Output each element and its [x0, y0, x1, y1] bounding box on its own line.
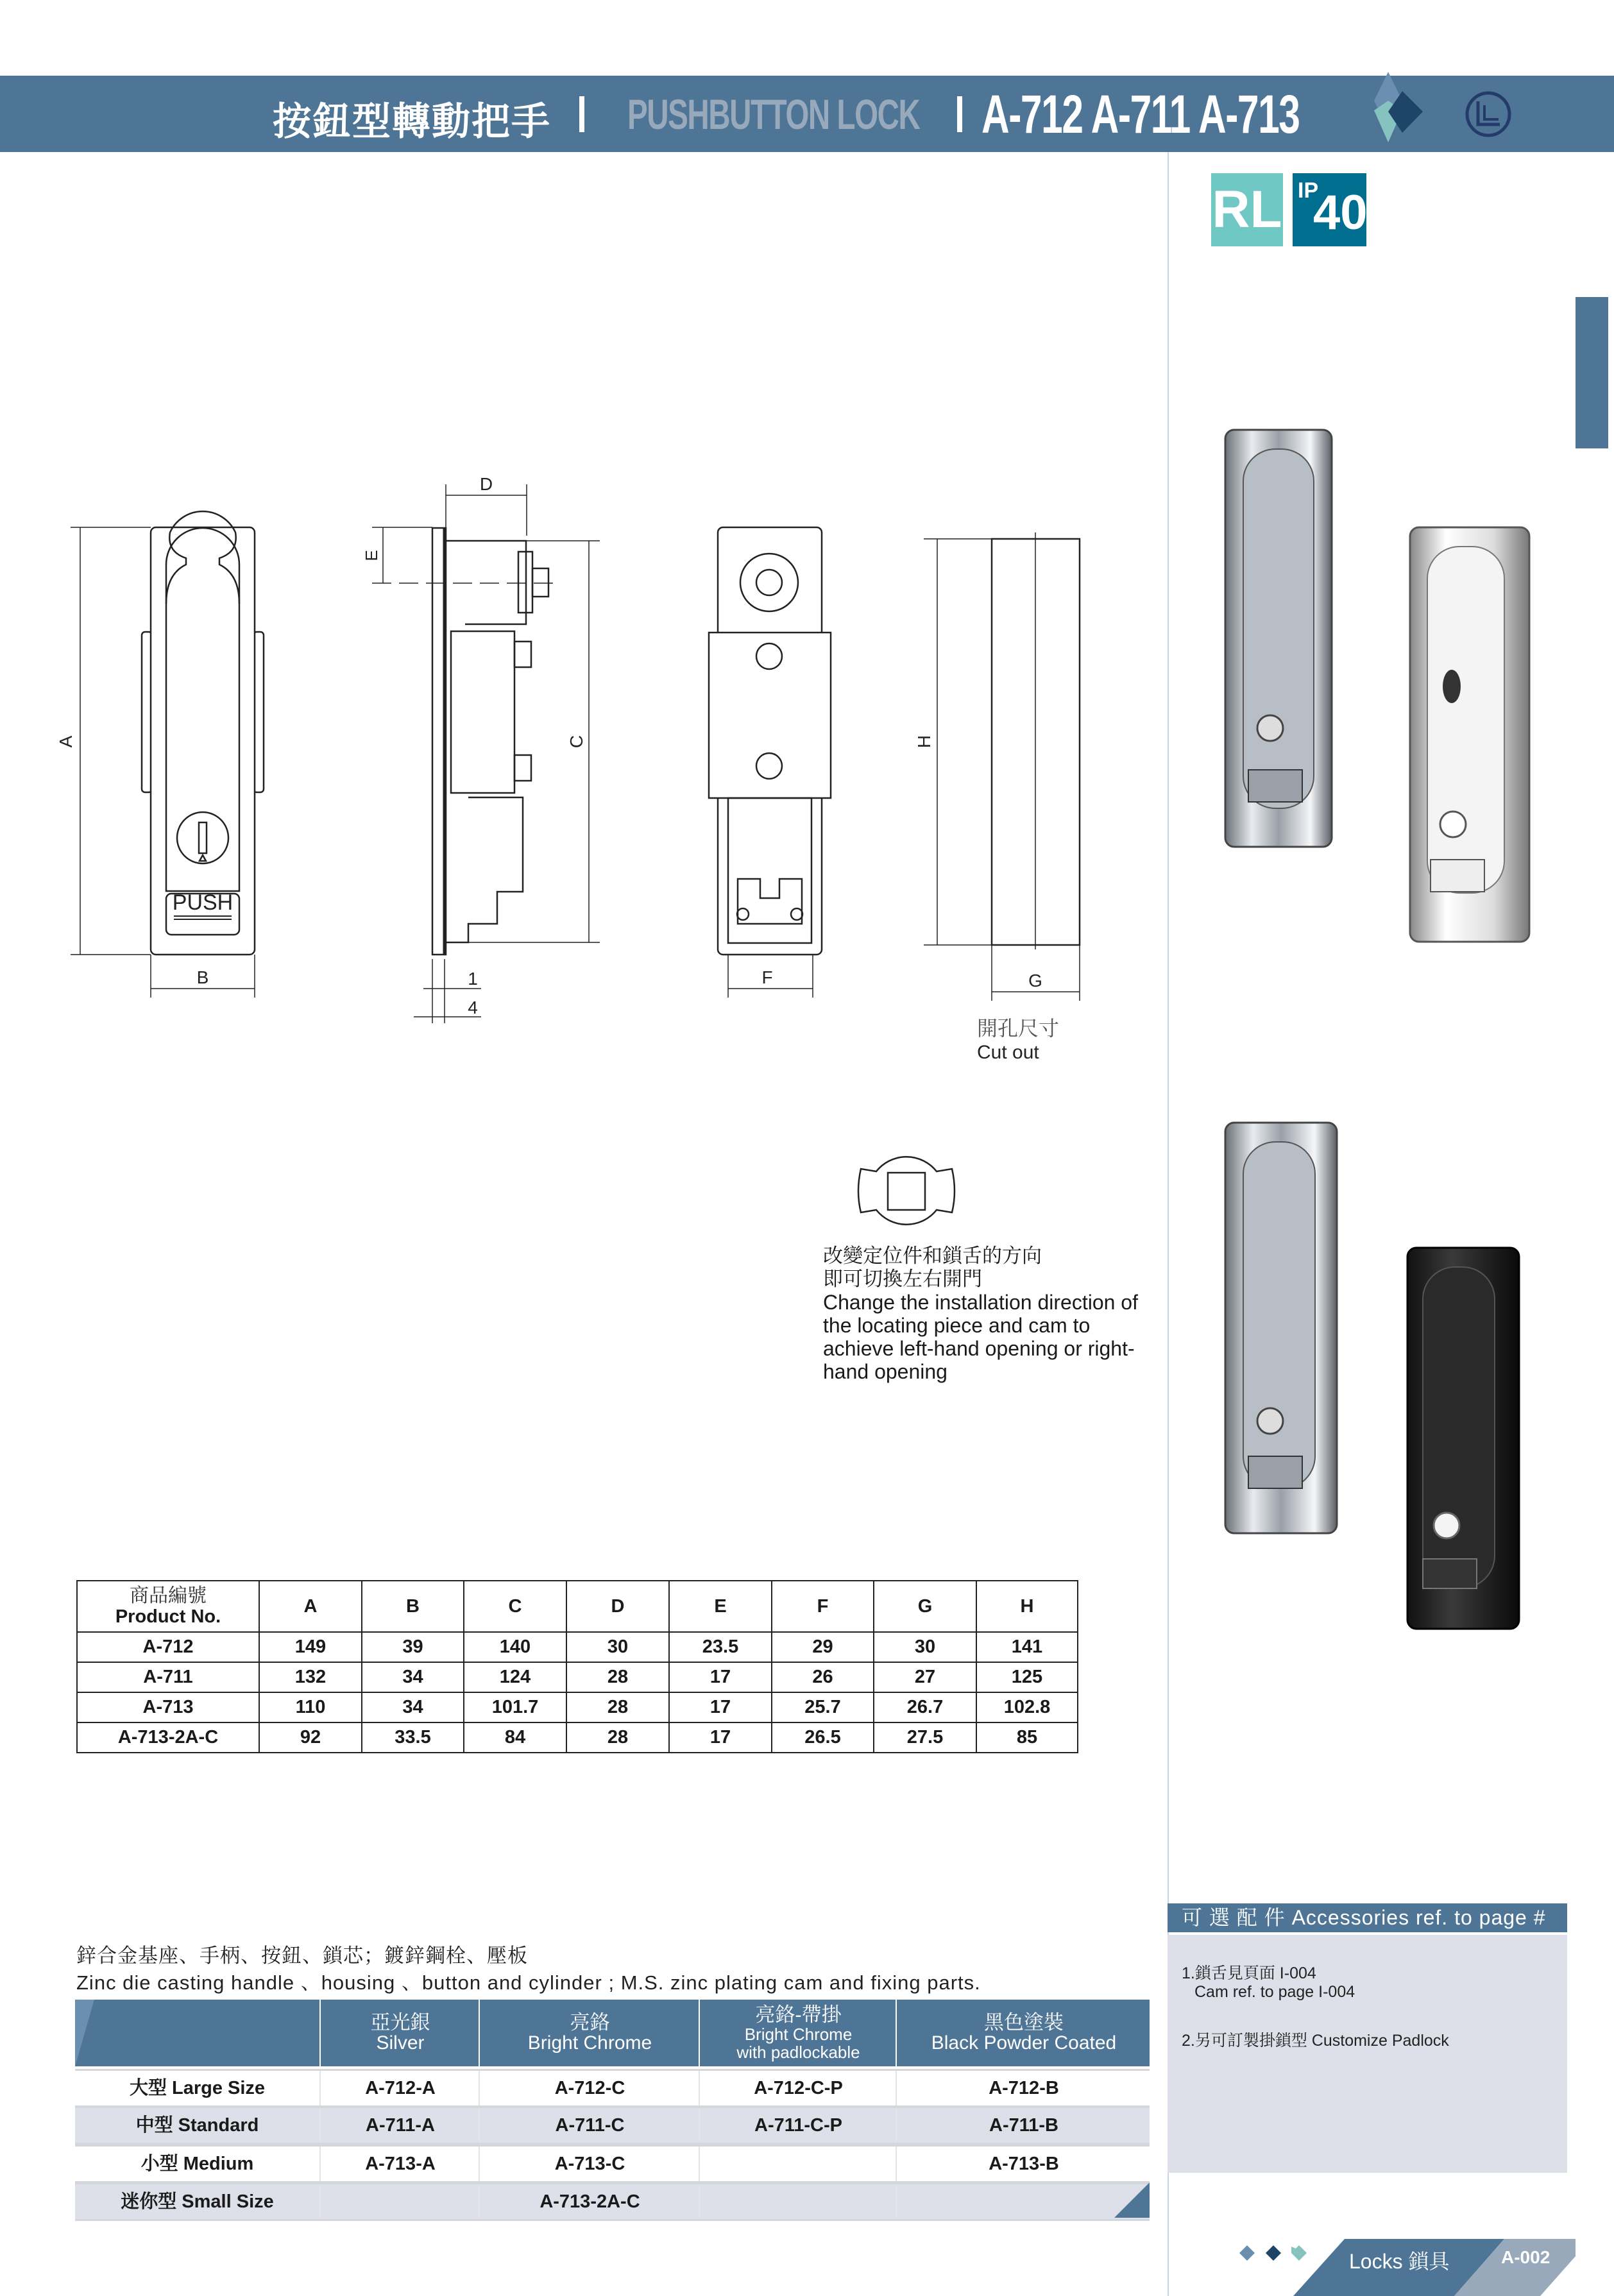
dimension-cell: 84	[464, 1722, 566, 1753]
dimension-cell: 85	[976, 1722, 1078, 1753]
technical-drawings	[0, 0, 1168, 1283]
dimension-cell: 29	[772, 1632, 874, 1662]
variant-row	[75, 2069, 1150, 2107]
header-product-cn: 商品編號	[130, 1585, 207, 1606]
accessories-box	[1168, 1935, 1567, 2173]
dim-label-c: C	[566, 735, 586, 749]
corner-decoration	[1114, 2182, 1150, 2218]
dimension-cell: 132	[259, 1662, 362, 1692]
material-cn: 鋅合金基座、手柄、按鈕、鎖芯；鍍鋅鋼栓、壓板	[76, 1944, 528, 1967]
cutout-label-cn: 開孔尺寸	[977, 1017, 1060, 1040]
dimension-cell: 92	[259, 1722, 362, 1753]
col-en: Black Powder Coated	[931, 2032, 1117, 2054]
dim-label-f: F	[761, 967, 773, 987]
col-en2: with padlockable	[736, 2043, 860, 2062]
variant-code-cell: A-711-C	[479, 2108, 700, 2143]
col-bright-chrome	[479, 2000, 700, 2066]
cam-note-cn-line1: 改變定位件和鎖舌的方向	[823, 1245, 1042, 1267]
photo-a711-silver	[1225, 1123, 1337, 1533]
title-chinese: 按鈕型轉動把手	[273, 100, 551, 143]
dimension-cell: 23.5	[669, 1632, 772, 1662]
accessory-item-1-en: Cam ref. to page I-004	[1194, 1983, 1355, 2001]
dimension-cell: 125	[976, 1662, 1078, 1692]
col-en: Bright Chrome	[527, 2032, 652, 2054]
dim-label-1: 1	[468, 969, 478, 989]
col-bright-chrome-padlock	[699, 2000, 897, 2066]
cutout-label-en: Cut out	[977, 1042, 1039, 1063]
col-en: Silver	[376, 2032, 425, 2054]
table-row	[77, 1692, 1078, 1722]
push-label: PUSH	[172, 890, 234, 915]
dimension-cell: 17	[669, 1662, 772, 1692]
material-en: Zinc die casting handle 、housing 、button and cylinder ; M.S. zinc plating cam and fixing parts.	[76, 1971, 981, 1994]
photo-a712-bright-chrome-padlock	[1410, 527, 1529, 942]
variant-code-cell: A-712-C	[479, 2071, 700, 2105]
variant-code-cell: A-713-C	[479, 2147, 700, 2181]
header-col: B	[362, 1581, 464, 1632]
variant-code-cell: A-712-C-P	[699, 2071, 897, 2105]
cam-diagram	[858, 1157, 955, 1224]
table-row	[77, 1662, 1078, 1692]
ip-value: 40	[1313, 185, 1368, 240]
dimension-table	[76, 1580, 1078, 1753]
dimension-cell: 124	[464, 1662, 566, 1692]
dimension-cell: 34	[362, 1662, 464, 1692]
dimension-cell: 26.5	[772, 1722, 874, 1753]
variant-code-cell	[896, 2184, 1151, 2219]
dimension-cell: 141	[976, 1632, 1078, 1662]
material-description	[76, 1943, 981, 1996]
dim-label-g: G	[1028, 971, 1042, 991]
variant-code-cell: A-711-B	[896, 2108, 1151, 2143]
cam-note-en: Change the installation direction of the locating piece and cam to achieve left-hand opening or right-hand opening	[823, 1291, 1138, 1383]
header-col: D	[566, 1581, 669, 1632]
header-col: G	[874, 1581, 976, 1632]
dimension-cell: 26.7	[874, 1692, 976, 1722]
dimension-cell: 33.5	[362, 1722, 464, 1753]
product-no-cell: A-713	[77, 1692, 259, 1722]
variant-code-cell	[319, 2184, 480, 2219]
dimension-cell: 26	[772, 1662, 874, 1692]
dimension-cell: 101.7	[464, 1692, 566, 1722]
company-logo-icon	[1464, 90, 1513, 139]
diamond-decoration-icon	[1360, 72, 1443, 155]
dimension-cell: 17	[669, 1722, 772, 1753]
dimension-cell: 17	[669, 1692, 772, 1722]
dimension-cell: 28	[566, 1692, 669, 1722]
page-number: A-002	[1501, 2247, 1550, 2267]
accessory-item-1-cn: 1.鎖舌見頁面 I-004	[1182, 1964, 1316, 1982]
header-col: E	[669, 1581, 772, 1632]
variant-code-cell: A-713-2A-C	[479, 2184, 700, 2219]
variant-code-cell: A-712-B	[896, 2071, 1151, 2105]
variant-code-cell: A-712-A	[319, 2071, 480, 2105]
photo-a712-silver	[1225, 430, 1332, 847]
variant-table-header	[75, 2000, 1150, 2066]
dimension-cell: 30	[566, 1632, 669, 1662]
title-english: PUSHBUTTON LOCK	[627, 90, 920, 138]
header-product-no	[77, 1581, 259, 1632]
col-black-powder	[896, 2000, 1150, 2066]
back-view-drawing	[709, 527, 831, 998]
product-no-cell: A-711	[77, 1662, 259, 1692]
variant-code-cell: A-711-A	[319, 2108, 480, 2143]
dimension-cell: 140	[464, 1632, 566, 1662]
dim-label-d: D	[479, 474, 493, 494]
variant-code-cell: A-713-A	[319, 2147, 480, 2181]
front-view-drawing	[56, 511, 264, 998]
col-cn: 亮鉻	[570, 2011, 610, 2034]
dimension-cell: 39	[362, 1632, 464, 1662]
cutout-drawing	[914, 532, 1080, 1001]
dim-label-a: A	[56, 735, 76, 748]
size-cell: 迷你型 Small Size	[121, 2191, 274, 2212]
product-photos	[1206, 411, 1565, 1642]
dimension-cell: 28	[566, 1722, 669, 1753]
header-col: C	[464, 1581, 566, 1632]
col-cn: 亞光銀	[370, 2011, 430, 2034]
dimension-cell: 110	[259, 1692, 362, 1722]
table-row	[77, 1632, 1078, 1662]
rl-badge: RL	[1211, 173, 1283, 246]
size-cell: 中型 Standard	[135, 2115, 259, 2136]
photo-a713-black	[1407, 1248, 1519, 1629]
col-silver	[319, 2000, 480, 2066]
variant-code-cell	[699, 2184, 897, 2219]
col-cn: 黑色塗裝	[984, 2011, 1064, 2034]
ip-prefix: IP	[1298, 178, 1319, 203]
dim-label-h: H	[914, 735, 934, 749]
col-cn: 亮鉻-帶掛	[755, 2003, 842, 2026]
variant-row	[75, 2106, 1150, 2145]
variant-row	[75, 2145, 1150, 2183]
product-no-cell: A-712	[77, 1632, 259, 1662]
dimension-cell: 28	[566, 1662, 669, 1692]
variant-code-cell: A-713-B	[896, 2147, 1151, 2181]
accessories-header: 可 選 配 件 Accessories ref. to page #	[1168, 1903, 1567, 1932]
dimension-cell: 149	[259, 1632, 362, 1662]
header-product-en: Product No.	[115, 1606, 221, 1627]
dim-label-4: 4	[468, 998, 478, 1017]
header-col: F	[772, 1581, 874, 1632]
product-no-cell: A-713-2A-C	[77, 1722, 259, 1753]
table-header-row	[77, 1581, 1078, 1632]
dimension-cell: 34	[362, 1692, 464, 1722]
variant-code-cell	[699, 2147, 897, 2181]
dimension-cell: 102.8	[976, 1692, 1078, 1722]
dim-label-b: B	[196, 967, 209, 987]
size-cell: 小型 Medium	[140, 2154, 254, 2174]
cam-note-cn-line2: 即可切換左右開門	[823, 1268, 982, 1290]
col-en: Bright Chrome	[744, 2025, 853, 2044]
dimension-cell: 27	[874, 1662, 976, 1692]
dimension-cell: 27.5	[874, 1722, 976, 1753]
ip-rating-badge	[1293, 173, 1366, 246]
model-numbers: A-712 A-711 A-713	[981, 84, 1300, 144]
header-col: A	[259, 1581, 362, 1632]
accessory-item-2: 2.另可訂製掛鎖型 Customize Padlock	[1182, 2032, 1449, 2050]
header-col: H	[976, 1581, 1078, 1632]
header-corner-decoration	[75, 2000, 94, 2066]
variant-code-cell: A-711-C-P	[699, 2108, 897, 2143]
table-row	[77, 1722, 1078, 1753]
size-cell: 大型 Large Size	[129, 2078, 266, 2098]
variant-row	[75, 2182, 1150, 2221]
dimension-cell: 30	[874, 1632, 976, 1662]
dim-label-e: E	[362, 550, 381, 561]
footer-category: Locks 鎖具	[1349, 2250, 1450, 2273]
side-view-drawing	[362, 474, 600, 1023]
dimension-cell: 25.7	[772, 1692, 874, 1722]
cam-direction-note	[823, 1245, 1157, 1383]
section-tab	[1576, 297, 1608, 448]
